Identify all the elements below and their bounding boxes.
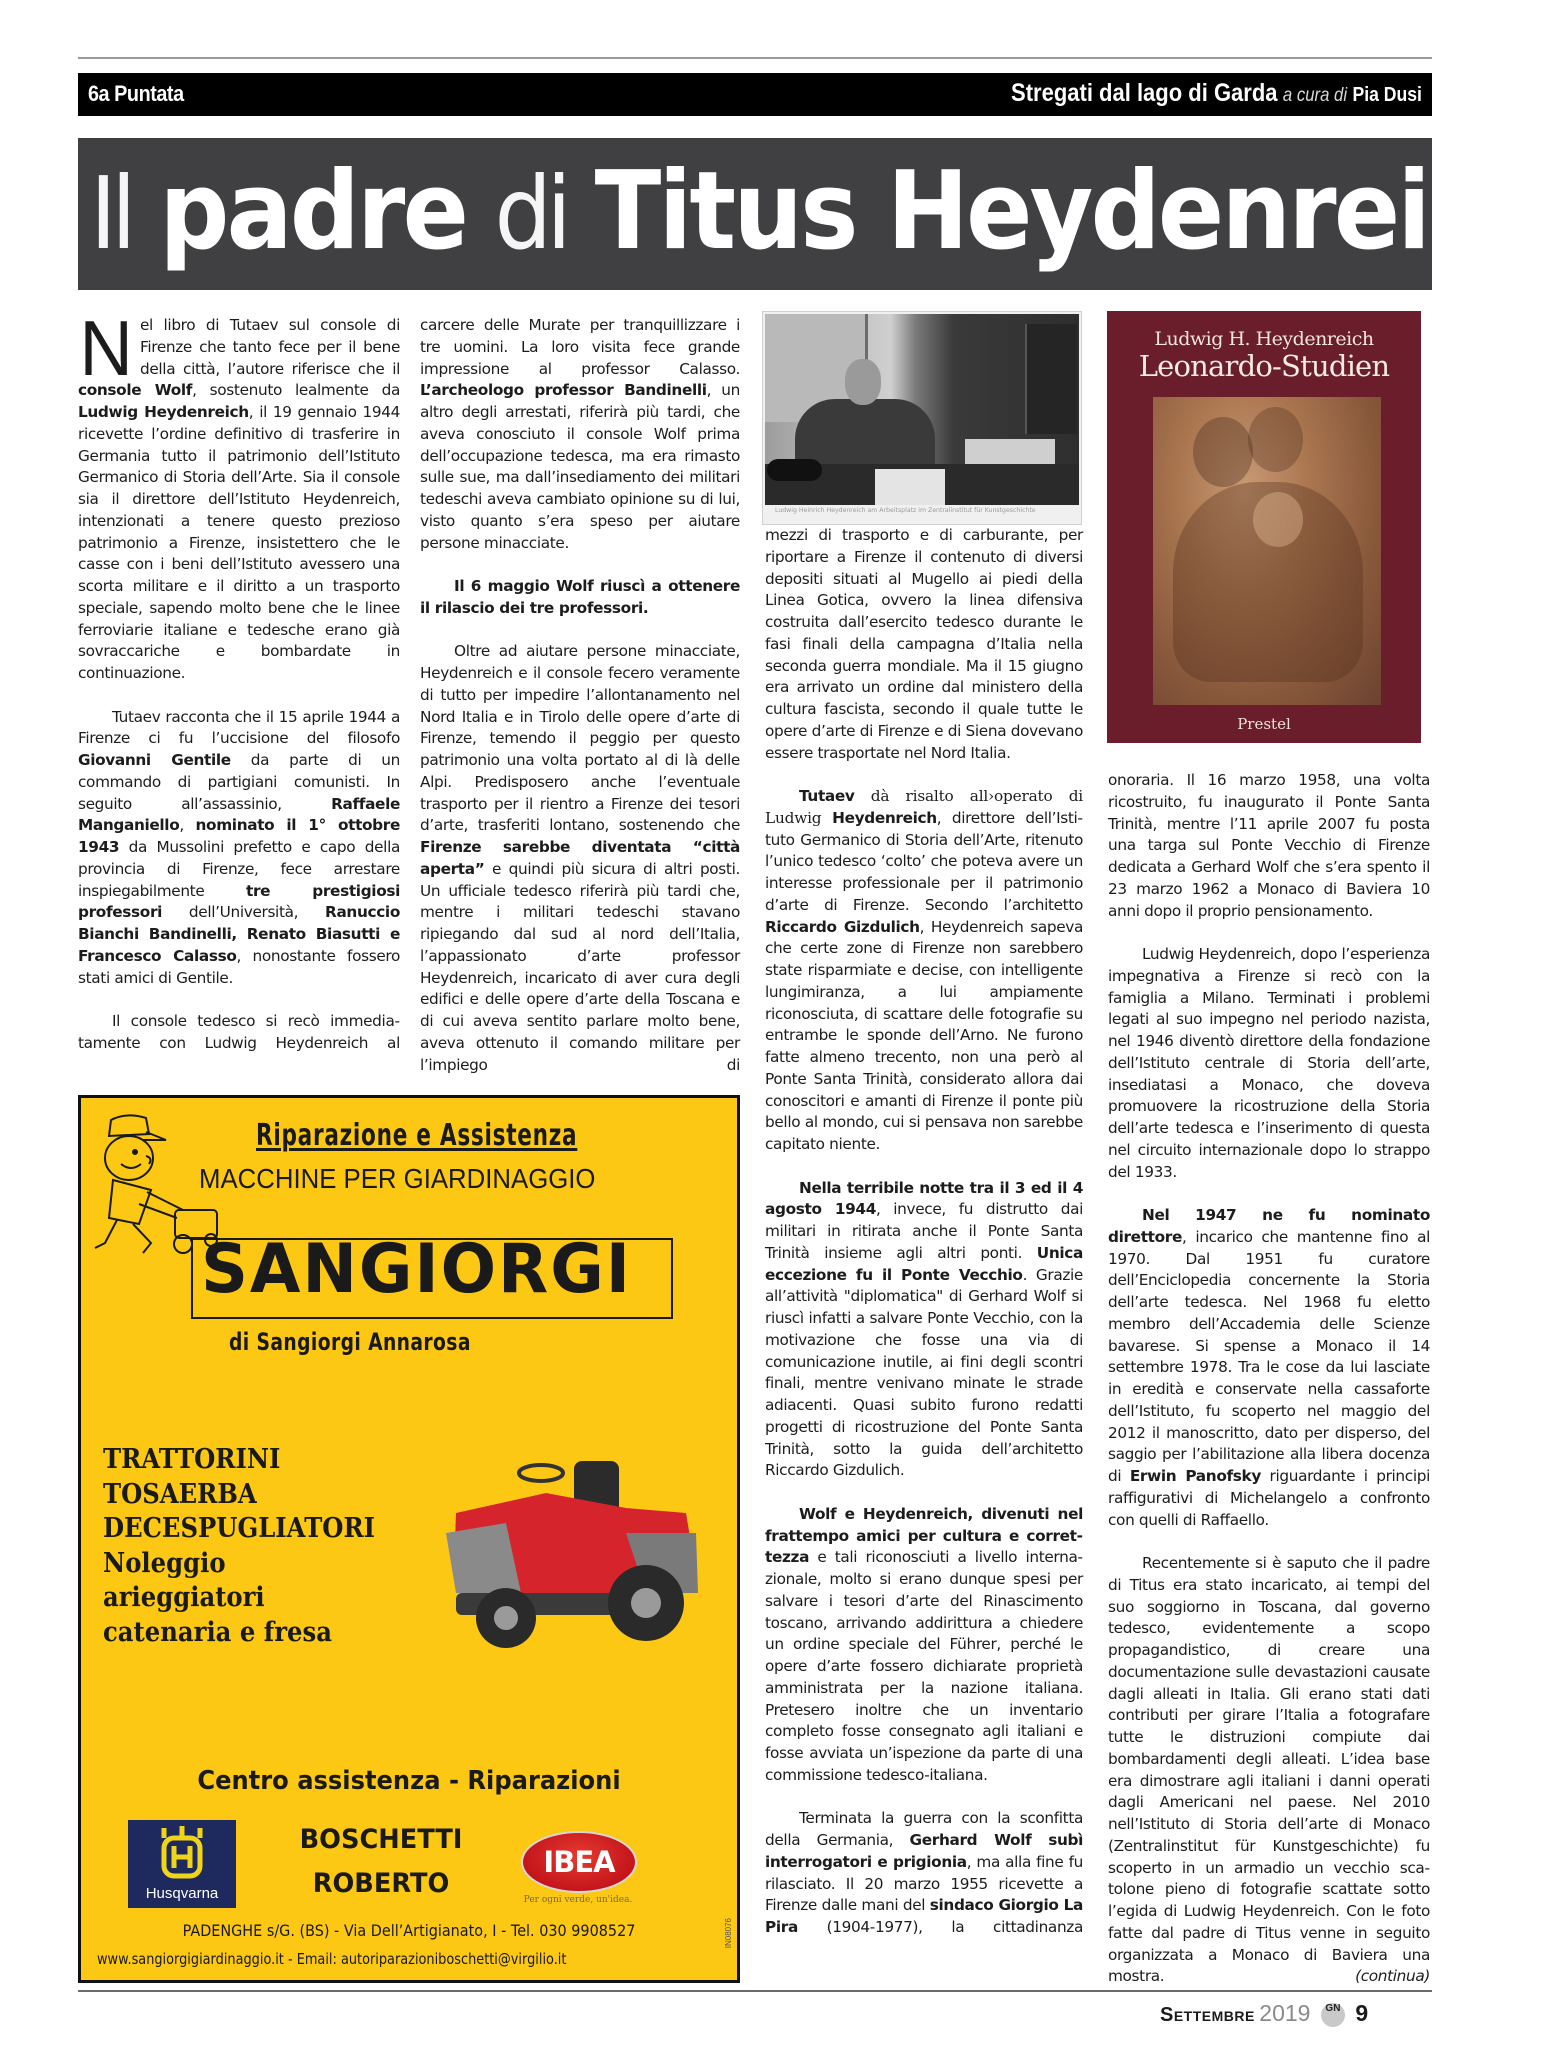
ad-code: IN08076 — [724, 1918, 733, 1949]
ad-service-center: Centro assistenza - Riparazioni — [197, 1766, 621, 1796]
paragraph: onoraria. Il 16 marzo 1958, una volta ricostruito, fu inaugurato il Ponte Santa Trinità, mentre l’11 aprile 2007 fu posta una targa sul Ponte Vecchio di Firenze dedicata a Gerhard Wolf che s’era spento il 23 marzo 1962 a Monaco di Baviera 10 anni dopo il proprio pensionamento. — [1108, 771, 1430, 920]
paragraph: carcere delle Murate per tranquillizzare i tre uomini. La loro visita fece grande impressione al professor Calasso. L’archeologo professor Bandinelli, un altro degli arrestati, riferirà più tardi, che aveva conosciuto il console Wolf prima dell’occupazione tedesca, ma era rimasto sulle sue, ma dall’insediamento dei militari tedeschi aveva cambiato opinione su di lui, visto quanto s’era speso per aiutare persone minacciate. — [420, 316, 740, 552]
section-header — [78, 73, 1432, 116]
paragraph: Il console tedesco si recò immediatamente con Ludwig Heydenreich al — [78, 1012, 400, 1052]
paragraph-bold: Il 6 maggio Wolf riuscì a ottenere il rilascio dei tre professori. — [420, 577, 740, 617]
advertisement — [78, 1095, 740, 1983]
page-title — [90, 142, 1550, 284]
paragraph: Tutaev racconta che il 15 aprile 1944 a Firenze ci fu l’uccisione del filosofo Giovanni Gentile da parte di un commando di partigiani comunisti. In seguito all’assassinio, Raffaele Manganiello, nominato il 1° ottobre 1943 da Mussolini prefetto e capo della provincia di Firenze, fece arrestare inspiegabilmente tre prestigiosi professori dell’Università, Ranuccio Bianchi Bandinelli, Renato Biasutti e Francesco Calasso, nonostante fossero stati amici di Gentile. — [78, 707, 401, 987]
page-number: 9 — [1355, 2000, 1369, 2026]
paragraph: Nel 1947 ne fu nominato direttore, incarico che mantenne fino al 1970. Dal 1951 fu curatore dell’Enciclopedia concernente la Storia dell’arte tedesca. Nel 1968 fu eletto membro dell’Accademia delle Scienze bavarese. Si spense a Monaco il 14 settembre 1978. Tra le cose da lui lasciate in eredità e conservate nella cassaforte dell’Istituto, fu scoperto nel maggio del 2012 il manoscritto, dato per disperso, del saggio per l’abilitazione alla libera docenza di Erwin Panofsky riguardante i principi raffigurativi di Michelangelo a confronto con quelli di Raffaello. — [1108, 1206, 1430, 1529]
paragraph: Recentemente si è saputo che il padre di Titus era stato incaricato, ai tempi del suo soggiorno in Toscana, dal governo tedesco, evidentemente a scopo propagandistico, di creare una documentazione sulle devastazioni causate dagli alleati in Italia. Gli erano stati dati contributi per girare l’Italia a fotografare tutte le distruzioni compiute dai bombardamenti degli alleati. L’idea base era dimostrare agli italiani i danni operati dagli Americani nel paese. Nel 2010 nell’Istituto di Storia dell’arte di Monaco (Zentralinstitut für Kunstgeschichte) fu scoperto in un armadio un vecchio scatolone pieno di fotografie scattate sotto l’egida di Ludwig Heydenreich. Con le foto fatte dal padre di Titus venne in seguito organizzata a Monaco di Baviera una mostra. (continua) — [1108, 1553, 1430, 1988]
title-banner — [78, 138, 1550, 290]
title-word-il: Il — [90, 155, 131, 272]
article-column-4 — [1108, 770, 1430, 1988]
book-cover — [1107, 311, 1421, 743]
article-column-3 — [765, 525, 1083, 1961]
paragraph: mezzi di trasporto e di carburante, per riportare a Firenze il contenuto di diversi depositi situati al Mugello ai piedi della Linea Gotica, ovvero la linea difensiva costruita dall’esercito tedesco durante le fasi finali della campagna d’Italia nella seconda guerra mondiale. Ma il 15 giugno era arrivato un ordine dal ministero della cultura fascista, secondo il quale tutte le opere d’arte di Firenze e di Siena dovevano essere trasportate nel Nord Italia. — [765, 526, 1083, 762]
top-rule — [78, 57, 1432, 59]
ad-name-line-2: ROBERTO — [312, 1868, 450, 1899]
paragraph: Nella terribile notte tra il 3 ed il 4 agosto 1944, invece, fu distrutto dai militari in ritirata anche il Ponte Santa Trinità insieme agli altri ponti. Unica eccezione fu il Ponte Vecchio. Grazie all’attività "diplomatica" di Gerhard Wolf si riuscì infatti a salvare Ponte Vecchio, con la motivazione che fosse una via di comunicazione inutile, ai fini degli scontri finali, mentre venivano minate le strade adiacenti. Quasi subito furono redatti progetti di ricostruzione del Ponte Santa Trinità, sotto la guida dell’architetto Riccardo Gizdulich. — [765, 1178, 1083, 1480]
service-item: DECESPUGLIATORI — [103, 1513, 376, 1544]
lawn-tractor-icon — [426, 1443, 716, 1658]
ad-owner: di Sangiorgi Annarosa — [229, 1328, 471, 1356]
book-author: Ludwig H. Heydenreich — [1154, 328, 1374, 350]
book-title: Leonardo-Studien — [1138, 349, 1390, 383]
series-credit — [1011, 79, 1422, 108]
series-title: Stregati dal lago di Garda — [1011, 79, 1278, 107]
ibea-logo: IBEA — [521, 1831, 637, 1893]
paragraph: Oltre ad aiutare persone minacciate, Heydenreich e il console fecero veramente di tutto per impedire l’allontanamento nel Nord Italia e in Tirolo delle opere d’arte di Firenze, temendo il peggio per questo patrimonio una volta portato al di là delle Alpi. Predisposero anche l’eventuale trasporto per il rientro a Firenze dei tesori d’arte, trasferiti lontano, sostenendo che Firenze sarebbe diventata “città aperta” e quindi più sicura di altri posti. Un ufficiale tedesco riferirà più tardi che, mentre i militari tedeschi stavano ripiegando dal sud al nord dell’Italia, l’appassionato d’arte professor Heydenreich, incaricato di aver cura degli edifici e delle opere d’arte della Toscana e di cui aveva sentito parlare molto bene, aveva ottenuto il comando militare per l’impiego di — [420, 642, 740, 1074]
service-item: Noleggio — [103, 1547, 226, 1579]
title-word-padre: padre — [159, 149, 467, 274]
bottom-rule — [78, 1990, 1432, 1992]
ad-subheading: MACCHINE PER GIARDINAGGIO — [199, 1163, 596, 1194]
ibea-tagline: Per ogni verde, un'idea. — [523, 1895, 633, 1905]
article-column-1 — [78, 304, 401, 1076]
ad-services-list — [103, 1443, 405, 1650]
service-item: catenaria e fresa — [103, 1616, 332, 1648]
title-word-di: di — [494, 155, 567, 272]
ad-address: PADENGHE s/G. (BS) - Via Dell’Artigianato, I - Tel. 030 9908527 — [182, 1921, 636, 1940]
issue-year: 2019 — [1259, 2000, 1311, 2026]
ad-heading: Riparazione e Assistenza — [256, 1118, 578, 1153]
continued-label: (continua) — [1355, 1967, 1430, 1986]
author-name: Pia Dusi — [1352, 84, 1422, 106]
paragraph: Nel libro di Tutaev sul console di Firenze che tanto fece per il bene della città, l’autore riferisce che il console Wolf, sostenuto lealmente da Ludwig Heydenreich, il 19 gennaio 1944 ricevette l’ordine definitivo di trasferire in Germania tutto il patrimonio dell’Istituto Germanico di Storia dell’Arte. Sia il console sia il direttore dell’Istituto Heydenreich, intenzionati a tenere questo prezioso patrimonio a Firenze, insistettero che le casse con i beni dell’Istituto avessero una scorta militare e il diritto a un trasporto speciale, sapendo molto bene che le linee ferroviarie italiane e tedesche erano già sovraccariche e bombardate in continuazione. — [78, 304, 401, 682]
title-word-name: Titus Heydenreich — [594, 149, 1550, 274]
photo-caption: Ludwig Heinrich Heydenreich am Arbeitsplatz im Zentralinstitut für Kunstgeschichte — [775, 507, 1036, 514]
photo-image — [765, 314, 1079, 505]
book-artwork — [1153, 397, 1381, 705]
paragraph: Ludwig Heydenreich, dopo l’esperienza impegnativa a Firenze si recò con la famiglia a Milano. Terminati i problemi legati al suo impegno nel periodo nazista, nel 1946 diventò direttore della fondazione dell’Istituto centrale di Storia dell’arte, insediatasi a Monaco, che doveva promuovere la ricostruzione della Storia dell’arte tedesca e l’inserimento di questa nel circuito internazionale dopo lo strappo del 1933. — [1108, 945, 1430, 1181]
service-item: TRATTORINI — [103, 1444, 281, 1475]
episode-label: 6a Puntata — [88, 81, 184, 106]
husqvarna-logo: Husqvarna — [128, 1820, 236, 1908]
heydenreich-photo — [762, 311, 1082, 525]
curated-by-label: a cura di — [1283, 85, 1348, 106]
article-column-2 — [420, 315, 740, 1098]
magazine-logo-icon: GN — [1321, 2003, 1345, 2027]
paragraph: Wolf e Heydenreich, divenuti nel frattempo amici per cultura e correttezza e tali riconosciuti a livello internazionale, molto si erano dunque spesi per salvare i tesori d’arte del Rinascimento toscano, arrivando addirittura a chiedere un ordine speciale del Führer, perché le opere d’arte fossero dichiarate proprietà amministrata per la nazione italiana. Pretesero inoltre che un inventario completo fosse consegnato agli italiani e fosse avviata un’ispezione da parte di una commissione tedesco-italiana. — [765, 1504, 1083, 1784]
ad-brand: SANGIORGI — [201, 1230, 632, 1309]
service-item: TOSAERBA — [103, 1478, 257, 1510]
service-item: arieggiatori — [103, 1582, 265, 1613]
page-footer — [1160, 2000, 1368, 2029]
ad-name-line-1: BOSCHETTI — [299, 1824, 463, 1855]
book-publisher: Prestel — [1237, 715, 1291, 733]
drop-cap: N — [79, 304, 133, 392]
paragraph: Terminata la guerra con la sconfitta della Germania, Gerhard Wolf subì interrogatori e prigionia, ma alla fine fu rilasciato. Il 20 marzo 1955 ricevette a Firenze dalle mani del sindaco Giorgio La Pira (1904-1977), la cittadinanza — [765, 1809, 1083, 1936]
husqvarna-crown-icon — [128, 1820, 236, 1882]
ad-contact-web-email: www.sangiorgigiardinaggio.it - Email: autoriparazioniboschetti@virgilio.it — [97, 1950, 567, 1968]
issue-month: Settembre — [1160, 2004, 1255, 2026]
paragraph: Tutaev dà risalto all›operato di Ludwig Heydenreich, direttore dell’Istituto Germanico di Storia dell’Arte, ritenuto l’unico tedesco ‘colto’ che poteva avere un interesse professionale per il patrimonio d’arte di Firenze. Secondo l’architetto Riccardo Gizdulich, Heydenreich sapeva che certe zone di Firenze non sarebbero state risparmiate e decise, con intelligente lungimiranza, a lui ampiamente riconosciuta, di scattare delle fotografie su entrambe le sponde dell’Arno. Ne furono fatte almeno trecento, non una però al Ponte Santa Trinità, considerato allora dai conoscitori e amanti di Firenze il ponte più bello al mondo, cui si pensava non sarebbe capitato niente. — [765, 787, 1083, 1153]
